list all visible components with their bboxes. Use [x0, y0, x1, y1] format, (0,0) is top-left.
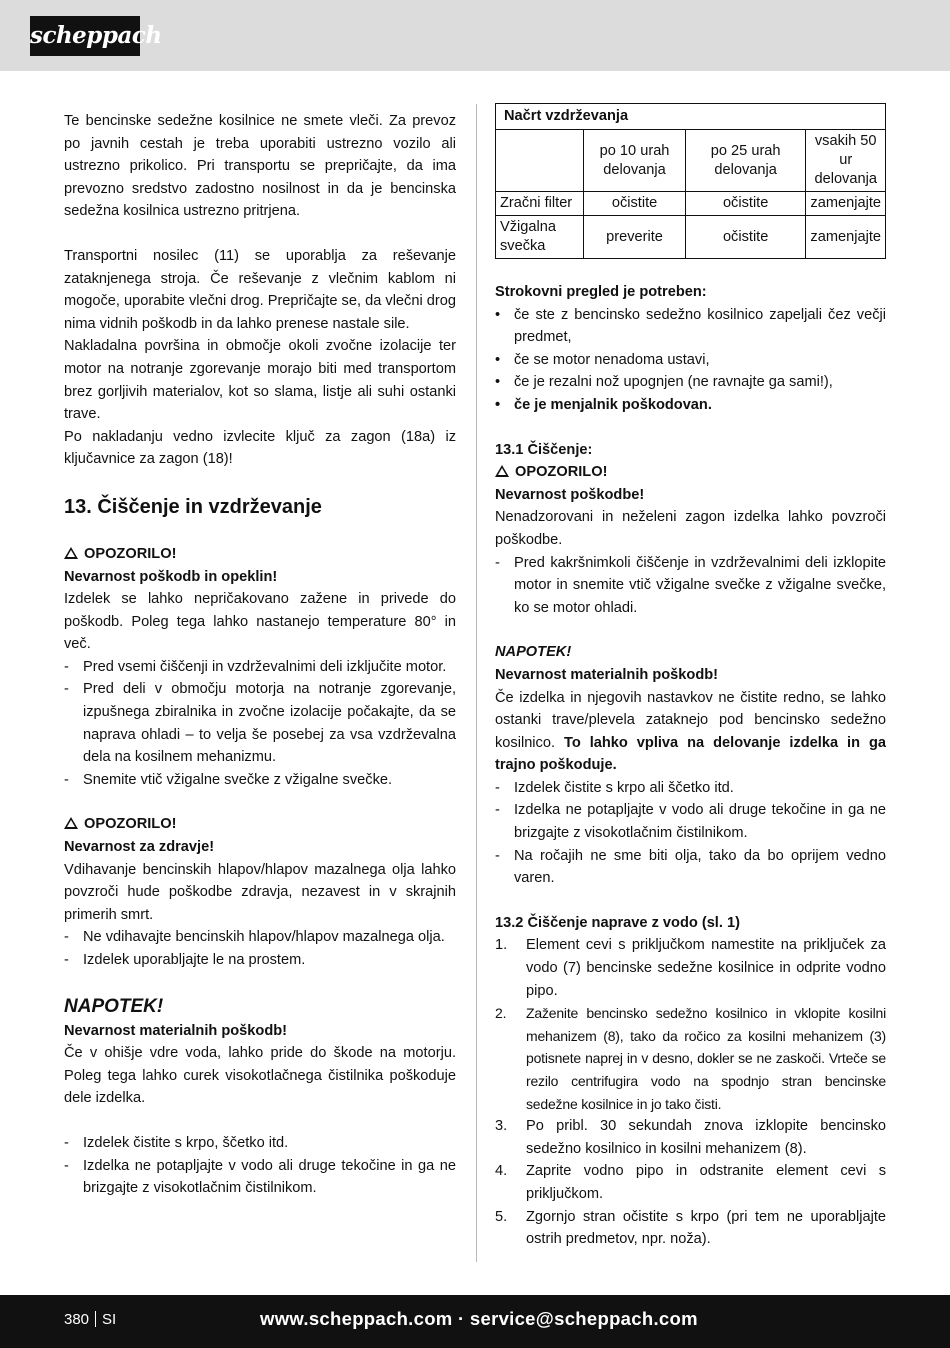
page-footer: [0, 1295, 950, 1348]
scheppach-logo: scheppach: [30, 16, 140, 56]
list-item: • če se motor nenadoma ustavi,: [495, 351, 710, 368]
notice-list: [64, 1132, 456, 1200]
steps-list: [495, 934, 886, 1250]
notice-text: Če izdelka in njegovih nastavkov ne čistite redno, se lahko ostanki trave/plevela zataknejo pod bencinsko sedežno kosilnico. To lahko vpliva na delovanje izdelka in ga trajno poškoduje.: [495, 689, 887, 774]
notice-list: [495, 777, 886, 890]
warning-text: Nenadzorovani in neželeni zagon izdelka lahko povzroči poškodbe.: [495, 509, 886, 548]
page-number: 380 SI: [64, 1311, 117, 1328]
list-item: • če je menjalnik poškodovan.: [495, 396, 712, 413]
footer-url: www.scheppach.com · service@scheppach.com: [260, 1308, 698, 1329]
water-cleaning-block: [495, 912, 886, 1251]
notice-label: NAPOTEK!: [495, 644, 572, 661]
table-cell: očistite: [685, 192, 806, 216]
list-item: - Izdelek čistite s krpo, ščetko itd.: [64, 1134, 289, 1151]
list-item: 3. Po pribl. 30 sekundah znova izklopite bencinsko sedežno kosilnico in kosilni mehanizem (8).: [495, 1118, 886, 1157]
warning-title: Nevarnost za zdravje!: [64, 839, 215, 856]
warning-label: OPOZORILO!: [64, 543, 456, 566]
warning-list: [495, 552, 886, 620]
cleaning-block: [495, 439, 886, 620]
list-item: - Ne vdihavajte bencinskih hlapov/hlapov mazalnega olja.: [64, 929, 445, 946]
ignition-key-paragraph: Po nakladanju vedno izvlecite ključ za zagon (18a) iz ključavnice za zagon (18)!: [64, 428, 456, 468]
list-item: - Pred kakršnimkoli čiščenje in vzdrževalnimi deli izklopite motor in snemite vtič vžigalne svečke z vžigalne svečke, ko se motor ohladi.: [495, 554, 886, 616]
warning-label: OPOZORILO!: [495, 461, 886, 484]
warning-list: [64, 926, 456, 971]
table-header-cell: po 25 urah delovanja: [685, 130, 806, 192]
maintenance-table: [495, 103, 886, 259]
list-item: • če je rezalni nož upognjen (ne ravnajte ga sami!),: [495, 374, 833, 391]
notice-block: [64, 994, 456, 1200]
transport-paragraph: Te bencinske sedežne kosilnice ne smete vleči. Za prevoz po javnih cestah je treba uporabiti ustrezno vozilo ali ustrezno prikolico. Pri transportu se prepričajte, da ima prevozno sredstvo zadostno nosilnost in da je bencinska sedežna kosilnica ustrezno pritrjena.: [64, 113, 456, 220]
warning-triangle-icon: [64, 547, 78, 559]
right-column: [495, 103, 886, 1251]
warning-triangle-icon: [64, 817, 78, 829]
table-header-cell: [496, 130, 584, 192]
table-header-cell: po 10 urah delovanja: [584, 130, 686, 192]
list-item: 5. Zgornjo stran očistite s krpo (pri tem ne uporabljajte ostrih predmetov, npr. noža).: [495, 1208, 886, 1248]
table-cell: očistite: [685, 216, 806, 259]
list-item: 1. Element cevi s priključkom namestite na priključek za vodo (7) bencinske sedežne kosilnice in odprite vodno pipo.: [495, 937, 886, 999]
warning-triangle-icon: [495, 465, 509, 477]
table-cell: očistite: [584, 192, 686, 216]
subsection-title: 13.1 Čiščenje:: [495, 441, 593, 458]
page-header: [0, 0, 950, 71]
warning-label: OPOZORILO!: [64, 813, 456, 836]
inspection-title: Strokovni pregled je potreben:: [495, 284, 707, 300]
warning-text: Vdihavanje bencinskih hlapov/hlapov mazalnega olja lahko povzroči hude poškodbe zdravja, nezavest in v skrajnih primerih smrt.: [64, 861, 456, 923]
transport-carrier-paragraph: Transportni nosilec (11) se uporablja za reševanje zataknjenega stroja. Če reševanje z vlečnim kablom ni mogoče, uporabite vlečni drog. Prepričajte se, da vlečni drog nima vidnih poškodb in da lahko prenese nastale sile.: [64, 247, 456, 332]
list-item: 2. Zaženite bencinsko sedežno kosilnico in vklopite kosilni mehanizem (8), tako da ročico za kosilni mehanizem (3) potisnete naprej in v desno, dokler se ne zaskoči. Vrteče se rezilo centrifugira vodo na spodnjo stran bencinske sedežne kosilnice in jo tako čisti.: [495, 1005, 886, 1112]
section-title: 13. Čiščenje in vzdrževanje: [64, 495, 322, 518]
subsection-title: 13.2 Čiščenje naprave z vodo (sl. 1): [495, 914, 740, 931]
list-item: - Na ročajih ne sme biti olja, tako da bo oprijem vedno varen.: [495, 847, 886, 887]
column-divider: [476, 104, 477, 1262]
list-item: - Izdelka ne potapljajte v vodo ali druge tekočine in ga ne brizgajte z visokotlačnim čistilnikom.: [64, 1157, 456, 1197]
warning-text: Izdelek se lahko nepričakovano zažene in privede do poškodb. Poleg tega lahko nastanejo temperature 80° in več.: [64, 591, 456, 653]
list-item: - Izdelek čistite s krpo ali ščetko itd.: [495, 779, 734, 796]
notice-label: NAPOTEK!: [64, 995, 164, 1017]
list-item: • če ste z bencinsko sedežno kosilnico zapeljali čez večji predmet,: [495, 306, 886, 346]
left-column: [64, 110, 456, 1200]
notice-text: Če v ohišje vdre voda, lahko pride do škode na motorju. Poleg tega lahko curek visokotlačnega čistilnika poškoduje dele izdelka.: [64, 1045, 456, 1107]
list-item: - Izdelka ne potapljajte v vodo ali druge tekočine in ga ne brizgajte z visokotlačnim čistilnikom.: [495, 802, 886, 842]
inspection-list: [495, 304, 886, 417]
table-title: Načrt vzdrževanja: [496, 104, 886, 130]
inspection-block: [495, 281, 886, 417]
list-item: - Snemite vtič vžigalne svečke z vžigalne svečke.: [64, 771, 393, 788]
notice-title: Nevarnost materialnih poškodb!: [64, 1022, 288, 1039]
table-header-cell: vsakih 50 ur delovanja: [806, 130, 886, 192]
notice-block: [495, 641, 886, 890]
table-cell: zamenjajte: [806, 216, 886, 259]
warning-list: [64, 656, 456, 792]
list-item: - Pred vsemi čiščenji in vzdrževalnimi deli izključite motor.: [64, 658, 447, 675]
table-cell: preverite: [584, 216, 686, 259]
notice-title: Nevarnost materialnih poškodb!: [495, 666, 719, 683]
warning-injury-block: [64, 543, 456, 792]
table-cell: Zračni filter: [496, 192, 584, 216]
table-cell: zamenjajte: [806, 192, 886, 216]
list-item: 4. Zaprite vodno pipo in odstranite element cevi s priključkom.: [495, 1163, 886, 1202]
list-item: - Pred deli v območju motorja na notranje zgorevanje, izpušnega zbiralnika in zvočne izolacije počakajte, da se naprava ohladi – to velja še posebej za vsa vzdrževalna dela na kosilnem mehanizmu.: [64, 681, 456, 766]
list-item: - Izdelek uporabljajte le na prostem.: [64, 952, 306, 968]
warning-health-block: [64, 813, 456, 971]
warning-title: Nevarnost poškodb in opeklin!: [64, 568, 278, 585]
warning-title: Nevarnost poškodbe!: [495, 486, 645, 503]
loading-area-paragraph: Nakladalna površina in območje okoli zvočne izolacije ter motor na notranje zgorevanje morajo biti med transportom brez gorljivih materialov, kot so slama, listje ali suhi ostanki trave.: [64, 338, 456, 423]
table-cell: Vžigalna svečka: [496, 216, 584, 259]
